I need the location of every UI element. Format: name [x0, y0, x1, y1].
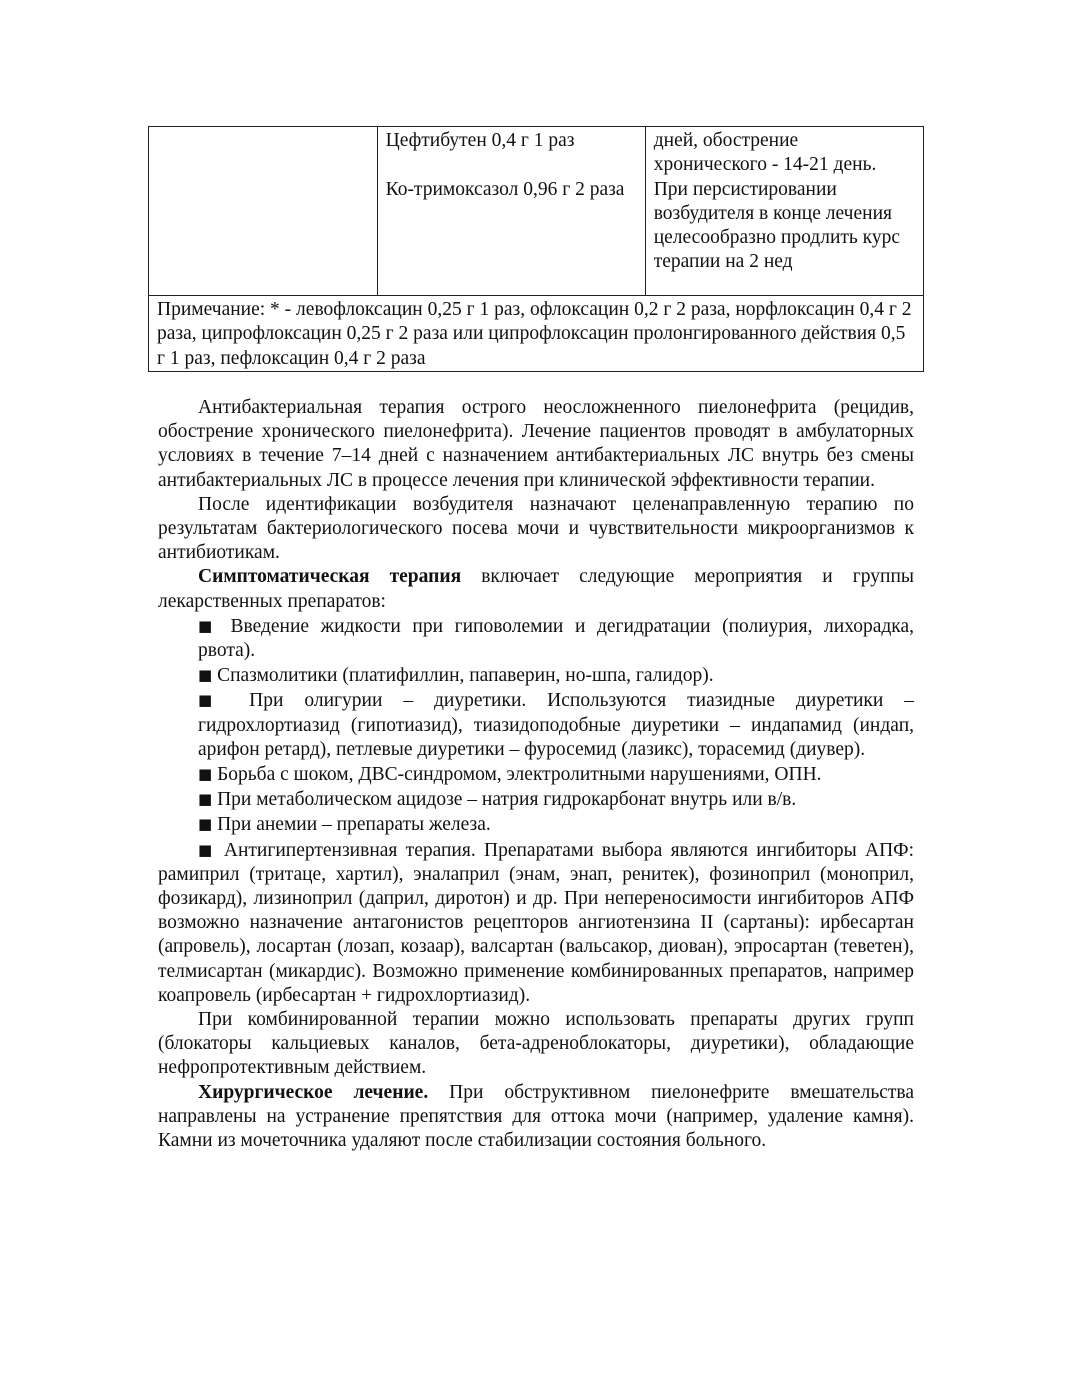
list-item-text: Борьба с шоком, ДВС-синдромом, электролитными нарушениями, ОПН. — [212, 764, 822, 786]
table-cell-duration: дней, обострение хронического - 14-21 день. При персистировании возбудителя в конце лечения целесообразно продлить курс терапии на 2 нед — [645, 127, 923, 296]
list-item — [158, 762, 914, 787]
body-text — [158, 396, 914, 1153]
square-bullet-icon: ■ — [198, 666, 213, 685]
list-item — [158, 787, 914, 812]
paragraph-combination: При комбинированной терапии можно использовать препараты других групп (блокаторы кальциевых каналов, бета-адреноблокаторы, диуретики), обладающие нефропротективным действием. — [158, 1009, 914, 1079]
list-item — [158, 663, 914, 688]
table-cell-empty — [149, 127, 378, 296]
paragraph-antihypertensive — [158, 838, 914, 1008]
square-bullet-icon: ■ — [198, 691, 229, 710]
drug-line: Цефтибутен 0,4 г 1 раз — [385, 130, 575, 151]
treatment-table — [148, 126, 924, 372]
list-item-text: Спазмолитики (платифиллин, папаверин, но-шпа, галидор). — [212, 665, 714, 687]
paragraph-symptomatic — [158, 565, 914, 613]
list-item-text: Введение жидкости при гиповолемии и дегидратации (полиурия, лихорадка, рвота). — [198, 615, 914, 662]
list-item-text: При метаболическом ацидозе – натрия гидрокарбонат внутрь или в/в. — [212, 789, 797, 811]
table-cell-drugs — [377, 127, 645, 296]
paragraph-antibacterial: Антибактериальная терапия острого неосложненного пиелонефрита (рецидив, обострение хронического пиелонефрита). Лечение пациентов проводят в амбулаторных условиях в течение 7–14 дней с назначением антибактериальных ЛС внутрь без смены антибактериальных ЛС в процессе лечения при клинической эффективности терапии. — [158, 397, 914, 491]
square-bullet-icon: ■ — [198, 616, 219, 635]
table-row — [149, 296, 924, 372]
square-bullet-icon: ■ — [198, 790, 213, 809]
square-bullet-icon: ■ — [198, 765, 213, 784]
drug-spacer — [386, 153, 637, 177]
heading-symptomatic: Симптоматическая терапия — [198, 566, 462, 588]
square-bullet-icon: ■ — [198, 840, 216, 859]
square-bullet-icon: ■ — [198, 815, 213, 834]
table-note: Примечание: * - левофлоксацин 0,25 г 1 раз, офлоксацин 0,2 г 2 раза, норфлоксацин 0,4 г 2 раза, ципрофлоксацин 0,25 г 2 раза или ципрофлоксацин пролонгированного действия 0,5 г 1 раз, пефлоксацин 0,4 г 2 раза — [149, 296, 924, 372]
list-item — [158, 688, 914, 762]
paragraph-identification: После идентификации возбудителя назначают целенаправленную терапию по результатам бактериологического посева мочи и чувствительности микроорганизмов к антибиотикам. — [158, 493, 914, 564]
list-item — [158, 812, 914, 837]
list-item-text: При анемии – препараты железа. — [212, 814, 491, 836]
paragraph-antihypertensive-text: Антигипертензивная терапия. Препаратами выбора являются ингибиторы АПФ: рамиприл (тритаце, хартил), эналаприл (энам, энап, ренитек), фозиноприл (моноприл, фозикард), лизиноприл (даприл, диротон) и др. При непереносимости ингибиторов АПФ возможно назначение антагонистов рецепторов ангиотензина II (сартаны): ирбесартан (апровель), лосартан (лозап, козаар), валсартан (вальсакор, диован), эпросартан (теветен), телмисартан (микардис). Возможно применение комбинированных препаратов, например коапровель (ирбесартан + гидрохлортиазид). — [158, 839, 914, 1006]
table-row — [149, 127, 924, 296]
paragraph-surgical — [158, 1081, 914, 1154]
heading-surgical: Хирургическое лечение. — [198, 1081, 429, 1103]
drug-line: Ко-тримоксазол 0,96 г 2 раза — [385, 178, 625, 200]
list-item — [158, 614, 914, 663]
list-item-text: При олигурии – диуретики. Используются тиазидные диуретики – гидрохлортиазид (гипотиазид), тиазидоподобные диуретики – индапамид (индап, арифон ретард), петлевые диуретики – фуросемид (лазикс), торасемид (диувер). — [198, 690, 914, 760]
paragraph-surgical-text: При обструктивном пиелонефрите вмешательства направлены на устранение препятствия для оттока мочи (например, удаление камня). Камни из мочеточника удаляют после стабилизации состояния больного. — [158, 1081, 914, 1152]
paragraph-symptomatic-text: включает следующие мероприятия и группы лекарственных препаратов: — [158, 566, 914, 612]
